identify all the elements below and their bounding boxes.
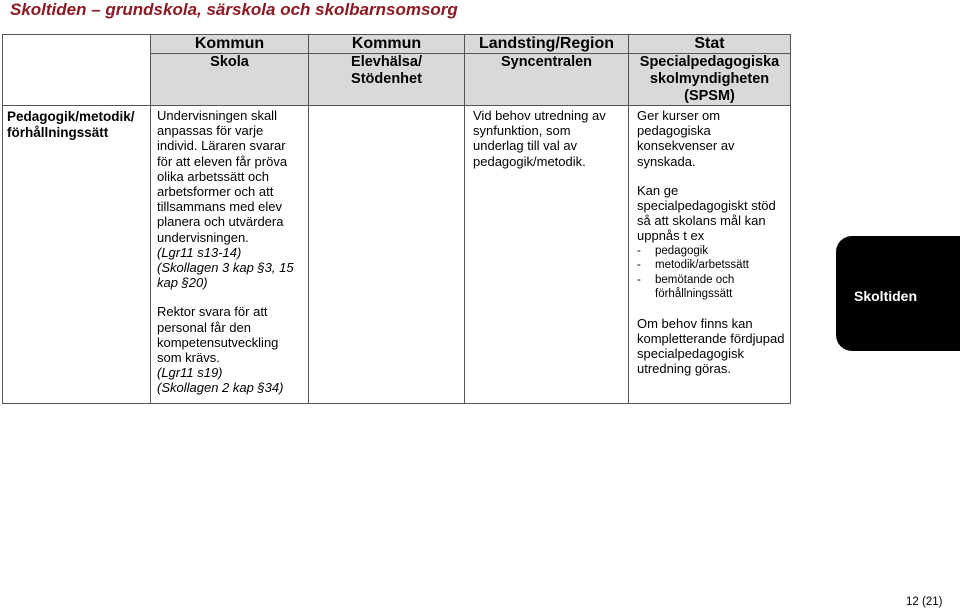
skola-ref-skollagen-2: (Skollagen 2 kap §34) [157, 380, 284, 396]
responsibility-table [2, 34, 791, 404]
spsm-text-1: Ger kurser om pedagogiska konsekvenser av synskada. [637, 108, 735, 169]
cell-skola [151, 106, 309, 404]
page-title: Skoltiden – grundskola, särskola och skolbarnsomsorg [10, 0, 458, 19]
header-row-level1 [3, 35, 791, 54]
section-tab-label: Skoltiden [854, 288, 918, 304]
header-kommun-1: Kommun [151, 35, 309, 54]
header-skola: Skola [151, 54, 309, 106]
skola-ref-lgr11-1: (Lgr11 s13-14) [157, 244, 242, 260]
skola-ref-lgr11-2: (Lgr11 s19) [157, 365, 223, 381]
page-number: 12 (21) [906, 596, 943, 608]
skola-text-2: Rektor svara för att personal får den kompetensutveckling som krävs. [157, 304, 279, 366]
spsm-bullet: - bemötande och förhållningssätt [637, 273, 786, 302]
header-stat: Stat [629, 35, 791, 54]
header-kommun-2: Kommun [309, 35, 465, 54]
cell-syncentralen: Vid behov utredning av synfunktion, som underlag till val av pedagogik/metodik. [465, 106, 629, 404]
cell-elevhalsa [309, 106, 465, 404]
header-spsm: Specialpedagogiska skolmyndigheten (SPSM) [629, 54, 791, 106]
header-syncentralen: Syncentralen [465, 54, 629, 106]
header-landsting-region: Landsting/Region [465, 35, 629, 54]
spsm-bullet: - metodik/arbetssätt [637, 258, 786, 273]
spsm-bullet: - pedagogik [637, 244, 786, 259]
skola-text-1: Undervisningen skall anpassas för varje individ. Läraren svarar för att eleven får pröva olika arbetssätt och arbetsformer och att tillsammans med elev planera och utvärdera undervisningen. [157, 108, 288, 245]
spsm-text-2: Kan ge specialpedagogiskt stöd så att skolans mål kan uppnås t ex [637, 182, 776, 244]
spsm-bullet-list [637, 244, 786, 302]
header-corner [3, 35, 151, 106]
skola-ref-skollagen-1: (Skollagen 3 kap §3, 15 kap §20) [157, 260, 294, 291]
cell-spsm [629, 106, 791, 404]
row-pedagogik [3, 106, 791, 404]
row-label: Pedagogik/metodik/ förhållningssätt [3, 106, 151, 404]
spsm-text-3: Om behov finns kan kompletterande fördjupad specialpedagogisk utredning göras. [637, 315, 785, 377]
header-elevhalsa-stodenhet: Elevhälsa/ Stödenhet [309, 54, 465, 106]
